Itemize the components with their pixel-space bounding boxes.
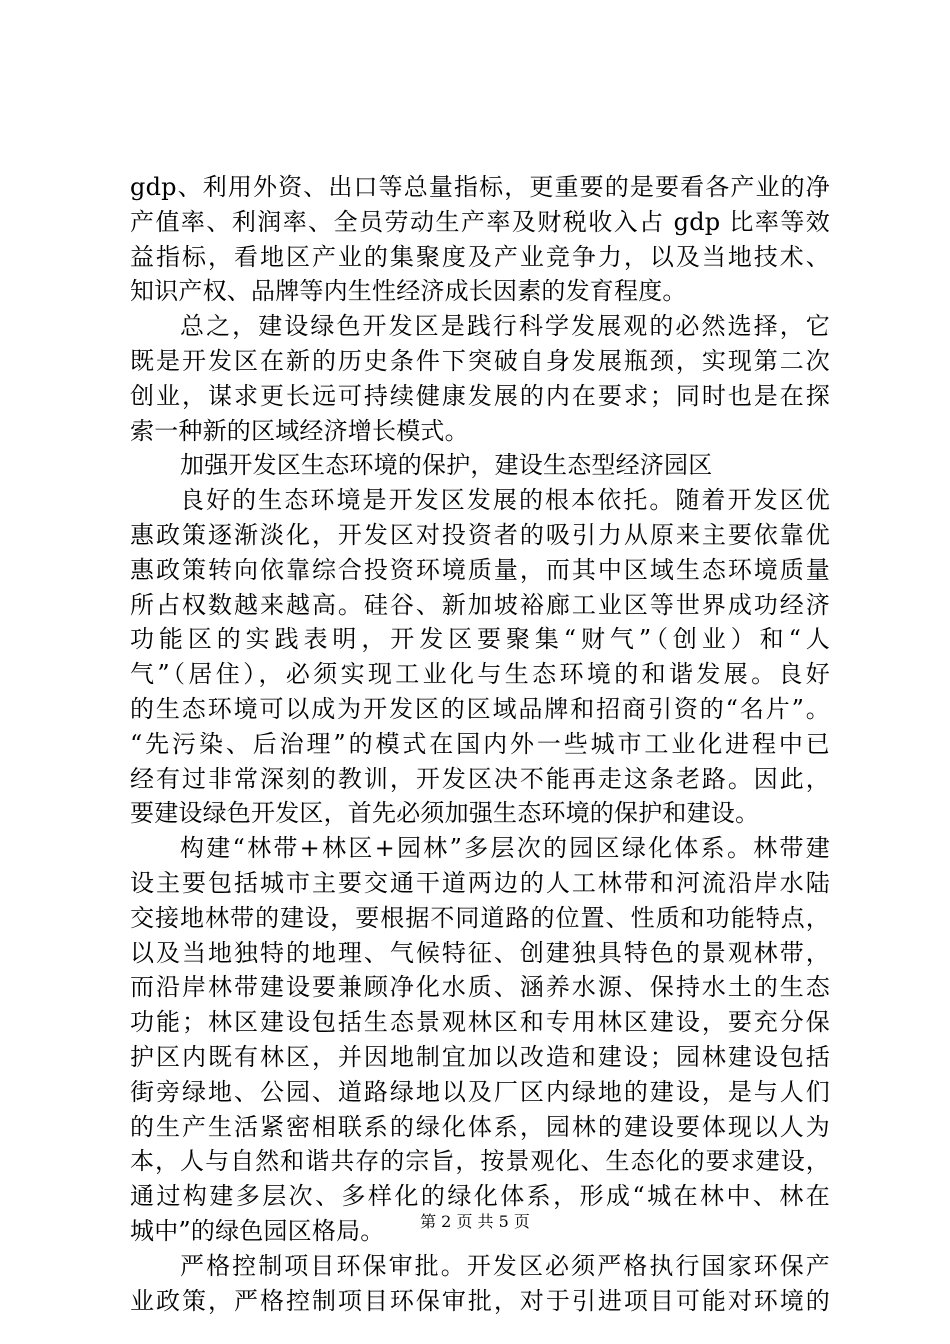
page-footer: 第 2 页 共 5 页 — [420, 1212, 530, 1231]
text-line: 严格控制项目环保审批。开发区必须严格执行国家环保产 — [180, 1251, 830, 1280]
text-line: 惠政策转向依靠综合投资环境质量，而其中区域生态环境质量 — [130, 555, 830, 584]
text-line: 设主要包括城市主要交通干道两边的人工林带和河流沿岸水陆 — [130, 868, 830, 897]
text-line: 功能区的实践表明，开发区要聚集“财气”（创业）和“人 — [130, 625, 830, 654]
text-line: 街旁绿地、公园、道路绿地以及厂区内绿地的建设，是与人们 — [130, 1077, 830, 1106]
text-line: 交接地林带的建设，要根据不同道路的位置、性质和功能特点， — [130, 903, 830, 932]
text-line: 益指标，看地区产业的集聚度及产业竞争力，以及当地技术、 — [130, 242, 830, 271]
body-text — [130, 170, 830, 1318]
text-line: 城中”的绿色园区格局。 — [130, 1216, 385, 1245]
text-line: 业政策，严格控制项目环保审批，对于引进项目可能对环境的 — [130, 1286, 830, 1315]
text-line: 以及当地独特的地理、气候特征、创建独具特色的景观林带， — [130, 938, 830, 967]
text-line: 的生产生活紧密相联系的绿化体系，园林的建设要体现以人为 — [130, 1112, 830, 1141]
text-line: 加强开发区生态环境的保护，建设生态型经济园区 — [180, 451, 713, 480]
text-line: gdp、利用外资、出口等总量指标，更重要的是要看各产业的净 — [130, 173, 830, 201]
text-line: 通过构建多层次、多样化的绿化体系，形成“城在林中、林在 — [130, 1182, 830, 1211]
text-line: 的生态环境可以成为开发区的区域品牌和招商引资的“名片”。 — [130, 694, 830, 723]
text-line: 而沿岸林带建设要兼顾净化水质、涵养水源、保持水土的生态 — [130, 973, 830, 1002]
text-line: 产值率、利润率、全员劳动生产率及财税收入占 gdp 比率等效 — [130, 207, 830, 236]
text-line: 良好的生态环境是开发区发展的根本依托。随着开发区优 — [180, 486, 830, 515]
text-line: 要建设绿色开发区，首先必须加强生态环境的保护和建设。 — [130, 799, 760, 828]
text-line: 知识产权、品牌等内生性经济成长因素的发育程度。 — [130, 277, 687, 306]
text-line: 构建“林带+林区+园林”多层次的园区绿化体系。林带建 — [180, 834, 830, 863]
text-line: 经有过非常深刻的教训，开发区决不能再走这条老路。因此， — [130, 764, 830, 793]
text-line: 功能；林区建设包括生态景观林区和专用林区建设，要充分保 — [130, 1008, 830, 1037]
text-line: 总之，建设绿色开发区是践行科学发展观的必然选择，它 — [180, 312, 830, 341]
text-line: 既是开发区在新的历史条件下突破自身发展瓶颈，实现第二次 — [130, 346, 830, 375]
text-line: 护区内既有林区，并因地制宜加以改造和建设；园林建设包括 — [130, 1042, 830, 1071]
text-line: 所占权数越来越高。硅谷、新加坡裕廊工业区等世界成功经济 — [130, 590, 830, 619]
text-line: “先污染、后治理”的模式在国内外一些城市工业化进程中已 — [130, 729, 830, 758]
text-line: 本，人与自然和谐共存的宗旨，按景观化、生态化的要求建设， — [130, 1147, 830, 1176]
text-line: 惠政策逐渐淡化，开发区对投资者的吸引力从原来主要依靠优 — [130, 520, 830, 549]
text-line: 创业，谋求更长远可持续健康发展的内在要求；同时也是在探 — [130, 381, 830, 410]
text-line: 气”（居住），必须实现工业化与生态环境的和谐发展。良好 — [130, 660, 830, 689]
text-line: 索一种新的区域经济增长模式。 — [130, 416, 469, 445]
